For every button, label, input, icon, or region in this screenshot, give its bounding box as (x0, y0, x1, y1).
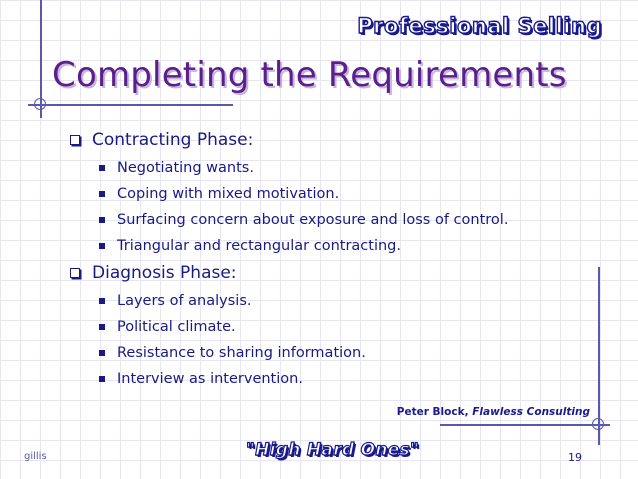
list-item (68, 316, 588, 337)
section-heading-label: Contracting Phase: (92, 130, 254, 150)
reference-work: Flawless Consulting (472, 406, 590, 418)
list-item (68, 368, 588, 389)
list-item (68, 157, 588, 178)
list-item (68, 235, 588, 256)
course-banner: Professional Selling (357, 14, 602, 38)
square-bullet-icon (99, 324, 105, 330)
list-item (68, 183, 588, 204)
square-bullet-icon (99, 217, 105, 223)
square-bullet-icon (99, 298, 105, 304)
list-item (68, 342, 588, 363)
checkbox-bullet-icon (70, 268, 80, 278)
page-number: 19 (568, 451, 582, 464)
reference-author: Peter Block, (396, 406, 469, 418)
list-item-label: Surfacing concern about exposure and loss of control. (117, 211, 509, 228)
section-heading-contracting (68, 128, 588, 152)
checkbox-bullet-icon (70, 135, 80, 145)
bottom-horizontal-rule (440, 424, 610, 426)
top-crosshair-circle (34, 98, 46, 110)
source-reference (397, 406, 590, 418)
slide-title: Completing the Requirements (52, 55, 567, 95)
list-item-label: Triangular and rectangular contracting. (117, 237, 401, 254)
square-bullet-icon (99, 350, 105, 356)
square-bullet-icon (99, 165, 105, 171)
square-bullet-icon (99, 243, 105, 249)
slide-content (68, 128, 588, 394)
list-item-label: Coping with mixed motivation. (117, 185, 340, 202)
list-item-label: Negotiating wants. (117, 159, 254, 176)
section-heading-label: Diagnosis Phase: (92, 263, 237, 283)
list-item-label: Interview as intervention. (117, 370, 303, 387)
list-item (68, 290, 588, 311)
top-horizontal-rule (28, 104, 233, 106)
footer-tagline: "High Hard Ones" (246, 440, 420, 460)
square-bullet-icon (99, 191, 105, 197)
square-bullet-icon (99, 376, 105, 382)
list-item-label: Political climate. (117, 318, 236, 335)
bottom-crosshair-circle (592, 418, 604, 430)
footer-author: gillis (24, 451, 47, 462)
section-heading-diagnosis (68, 261, 588, 285)
list-item-label: Resistance to sharing information. (117, 344, 366, 361)
list-item-label: Layers of analysis. (117, 292, 252, 309)
list-item (68, 209, 588, 230)
